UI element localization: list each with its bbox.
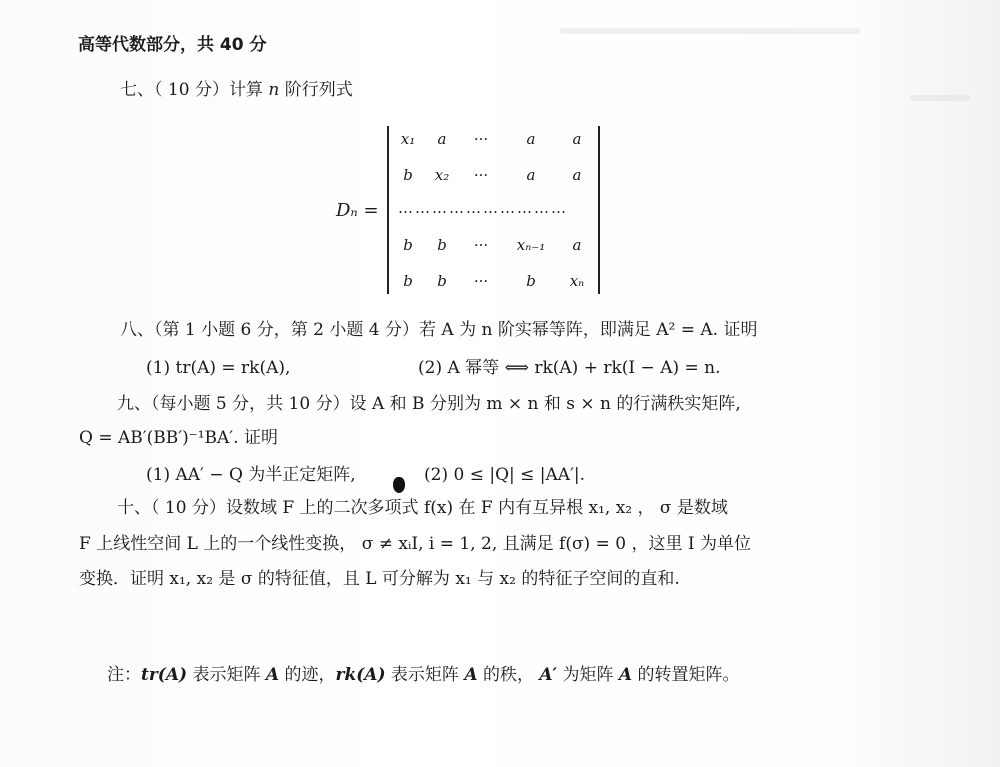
question-9-part-2: (2) 0 ≤ |Q| ≤ |AA′|. [424,465,586,485]
determinant-cell: x₁ [400,130,416,148]
question-8-part-2: (2) A 幂等 ⟺ rk(A) + rk(I − A) = n. [418,358,721,378]
question-7-prompt: 七、（ 10 分）计算 n 阶行列式 [120,80,353,100]
determinant-cell: b [437,236,447,254]
determinant-cell: a [572,166,582,184]
determinant-right-bar [598,126,600,294]
bleed-through-mark [910,95,970,101]
question-10-line-3: 变换．证明 x₁, x₂ 是 σ 的特征值，且 L 可分解为 x₁ 与 x₂ 的特征子空间的直和. [79,569,680,589]
determinant-left-bar [387,126,389,294]
determinant-cell: ··· [473,130,489,148]
determinant-cell: a [526,130,536,148]
bleed-through-mark [560,28,860,34]
determinant-cell: b [526,272,536,290]
determinant-label: Dₙ = [336,200,379,221]
determinant-cell: xₙ [569,272,585,290]
determinant-cell: ··· [473,272,489,290]
determinant-cell: xₙ₋₁ [516,236,546,254]
determinant-cell: a [437,130,447,148]
determinant-cell: b [437,272,447,290]
determinant-cell: b [403,236,413,254]
question-9-prompt: 九、（每小题 5 分，共 10 分）设 A 和 B 分别为 m × n 和 s × n 的行满秩实矩阵, [117,394,741,414]
determinant-cell: a [572,236,582,254]
question-9-part-1: (1) AA′ − Q 为半正定矩阵, [146,465,356,485]
determinant-cell: a [526,166,536,184]
question-9-definition: Q = AB′(BB′)⁻¹BA′. 证明 [79,428,278,448]
footnote: 注：tr(A) 表示矩阵 A 的迹，rk(A) 表示矩阵 A 的秩， A′ 为矩阵 A 的转置矩阵。 [107,665,740,685]
section-heading: 高等代数部分，共 40 分 [78,35,267,55]
determinant-cell: ··· [473,236,489,254]
ink-blot [393,477,405,493]
determinant-cell: a [572,130,582,148]
question-10-line-1: 十、（ 10 分）设数域 F 上的二次多项式 f(x) 在 F 内有互异根 x₁, x₂ ， σ 是数域 [117,498,728,518]
determinant-cell: b [403,272,413,290]
determinant-cell: ··· [473,166,489,184]
question-8-part-1: (1) tr(A) = rk(A), [146,358,291,378]
question-10-line-2: F 上线性空间 L 上的一个线性变换， σ ≠ xᵢI, i = 1, 2, 且满足 f(σ) = 0 ，这里 I 为单位 [79,534,751,554]
determinant-cell: x₂ [434,166,450,184]
determinant-ellipsis-row: ………………………… [398,199,568,217]
question-8-prompt: 八、（第 1 小题 6 分，第 2 小题 4 分）若 A 为 n 阶实幂等阵，即满足 A² = A. 证明 [120,320,758,340]
determinant-cell: b [403,166,413,184]
